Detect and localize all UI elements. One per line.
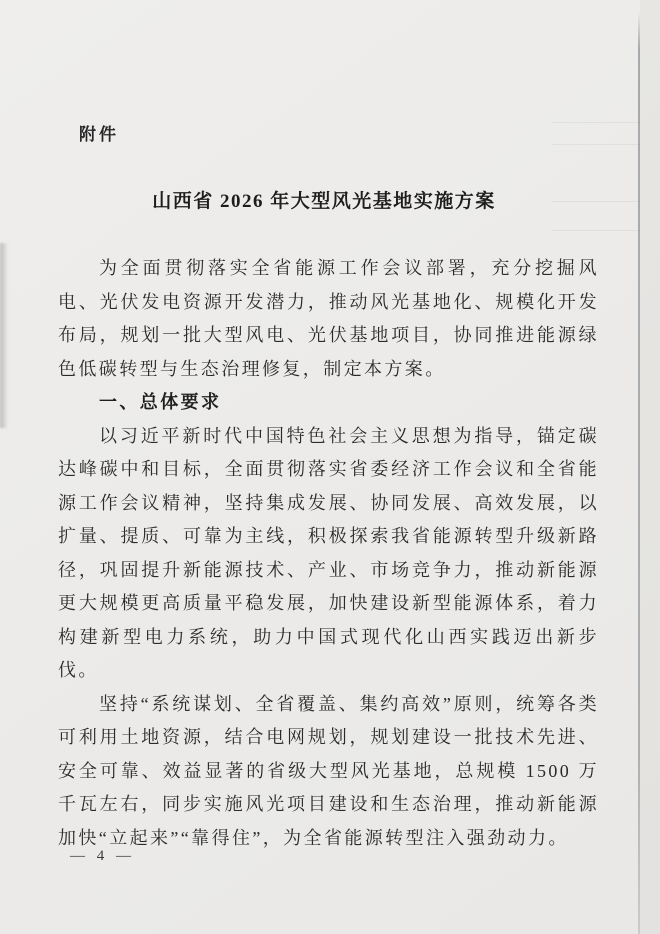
scan-margin-right <box>640 0 660 934</box>
paragraph-principles: 坚持“系统谋划、全省覆盖、集约高效”原则，统筹各类可利用土地资源，结合电网规划，规划建设一批技术先进、安全可靠、效益显著的省级大型风光基地，总规模 1500 万千瓦左右，同步实施风光项目建设和生态治理，推动新能源加快“立起来”“靠得住”，为全省能源转型注入强劲动力。 <box>58 693 599 848</box>
scan-streak <box>552 230 640 231</box>
scan-artifact-left-edge <box>0 243 8 428</box>
paragraph-guiding-ideology: 以习近平新时代中国特色社会主义思想为指导，锚定碳达峰碳中和目标，全面贯彻落实省委经济工作会议和全省能源工作会议精神，坚持集成发展、协同发展、高效发展，以扩量、提质、可靠为主线，积极探索我省能源转型升级新路径，巩固提升新能源技术、产业、市场竞争力，推动新能源更大规模更高质量平稳发展，加快建设新型能源体系，着力构建新型电力系统，助力中国式现代化山西实践迈出新步伐。 <box>58 425 599 680</box>
paragraph-intro: 为全面贯彻落实全省能源工作会议部署，充分挖掘风电、光伏发电资源开发潜力，推动风光基地化、规模化开发布局，规划一批大型风电、光伏基地项目，协同推进能源绿色低碳转型与生态治理修复，制定本方案。 <box>58 258 599 379</box>
document-body <box>58 252 599 855</box>
scan-edge-line <box>638 12 640 934</box>
document-title: 山西省 2026 年大型风光基地实施方案 <box>152 191 496 212</box>
section-heading-overall-requirements: 一、总体要求 <box>99 392 222 412</box>
page-number: — 4 — <box>70 848 135 864</box>
scan-streak <box>552 122 640 123</box>
attachment-label: 附件 <box>79 125 119 144</box>
scan-streak <box>552 144 640 145</box>
